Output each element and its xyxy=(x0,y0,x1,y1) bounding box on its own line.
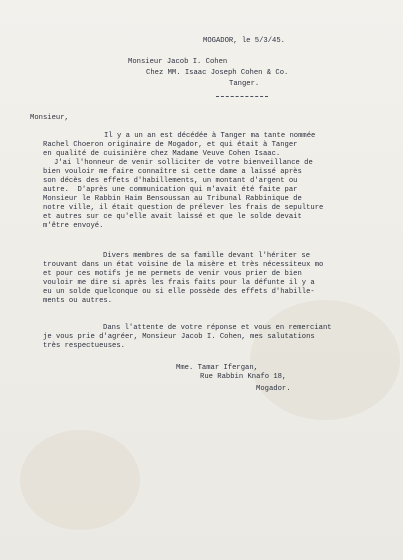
paragraph-2-line-5: eu un solde quelconque ou si elle possède des effets d'habille- xyxy=(43,288,315,296)
paragraph-1-line-1: Il y a un an est décédée à Tanger ma tante nommée xyxy=(104,132,316,140)
paragraph-3-line-3: très respectueuses. xyxy=(43,342,125,350)
paragraph-3-line-2: je vous prie d'agréer, Monsieur Jacob I. Cohen, mes salutations xyxy=(43,333,315,341)
paragraph-1-line-7: autre. D'après une communication qui m'avait été faite par xyxy=(43,186,298,194)
paragraph-3-line-1: Dans l'attente de votre réponse et vous en remerciant xyxy=(103,324,332,332)
paragraph-1-line-11: m'être envoyé. xyxy=(43,222,104,230)
paper-stain xyxy=(20,430,140,530)
recipient-company: Chez MM. Isaac Joseph Cohen & Co. xyxy=(146,69,289,77)
salutation: Monsieur, xyxy=(30,114,69,122)
paragraph-1-line-5: bien vouloir me faire connaître si cette dame a laissé après xyxy=(43,168,302,176)
paragraph-1-line-6: son décès des effets d'habillements, un montant d'argent ou xyxy=(43,177,298,185)
paragraph-1-line-3: en qualité de cuisinière chez Madame Veuve Cohen Isaac. xyxy=(43,150,281,158)
signature-street: Rue Rabbin Knafo 18, xyxy=(200,373,287,381)
paragraph-2-line-6: ments ou autres. xyxy=(43,297,113,305)
signature-city: Mogador. xyxy=(256,385,291,393)
paragraph-2-line-1: Divers membres de sa famille devant l'hériter se xyxy=(103,252,311,260)
paragraph-1-line-8: Monsieur le Rabbin Haim Bensoussan au Tribunal Rabbinique de xyxy=(43,195,302,203)
paragraph-2-line-4: vouloir me dire si après les frais faits pour la défunte il y a xyxy=(43,279,315,287)
recipient-city: Tanger. xyxy=(229,80,260,88)
paragraph-2-line-3: et pour ces motifs je me permets de venir vous prier de bien xyxy=(43,270,302,278)
paragraph-1-line-9: notre ville, il était question de prélever les frais de sepulture xyxy=(43,204,324,212)
dateline: MOGADOR, le 5/3/45. xyxy=(203,37,285,45)
paragraph-1-line-10: et autres sur ce qu'elle avait laissé et que le solde devait xyxy=(43,213,302,221)
paper-stain xyxy=(250,300,400,420)
recipient-name: Monsieur Jacob I. Cohen xyxy=(128,58,228,66)
paragraph-1-line-4: J'ai l'honneur de venir solliciter de votre bienveillance de xyxy=(54,159,313,167)
underline-rule xyxy=(216,96,268,97)
paragraph-2-line-2: trouvant dans un état voisine de la misère et très nécessiteux mo xyxy=(43,261,324,269)
paragraph-1-line-2: Rachel Choeron originaire de Mogador, et qui était à Tanger xyxy=(43,141,298,149)
signature-name: Mme. Tamar Ifergan, xyxy=(176,364,258,372)
